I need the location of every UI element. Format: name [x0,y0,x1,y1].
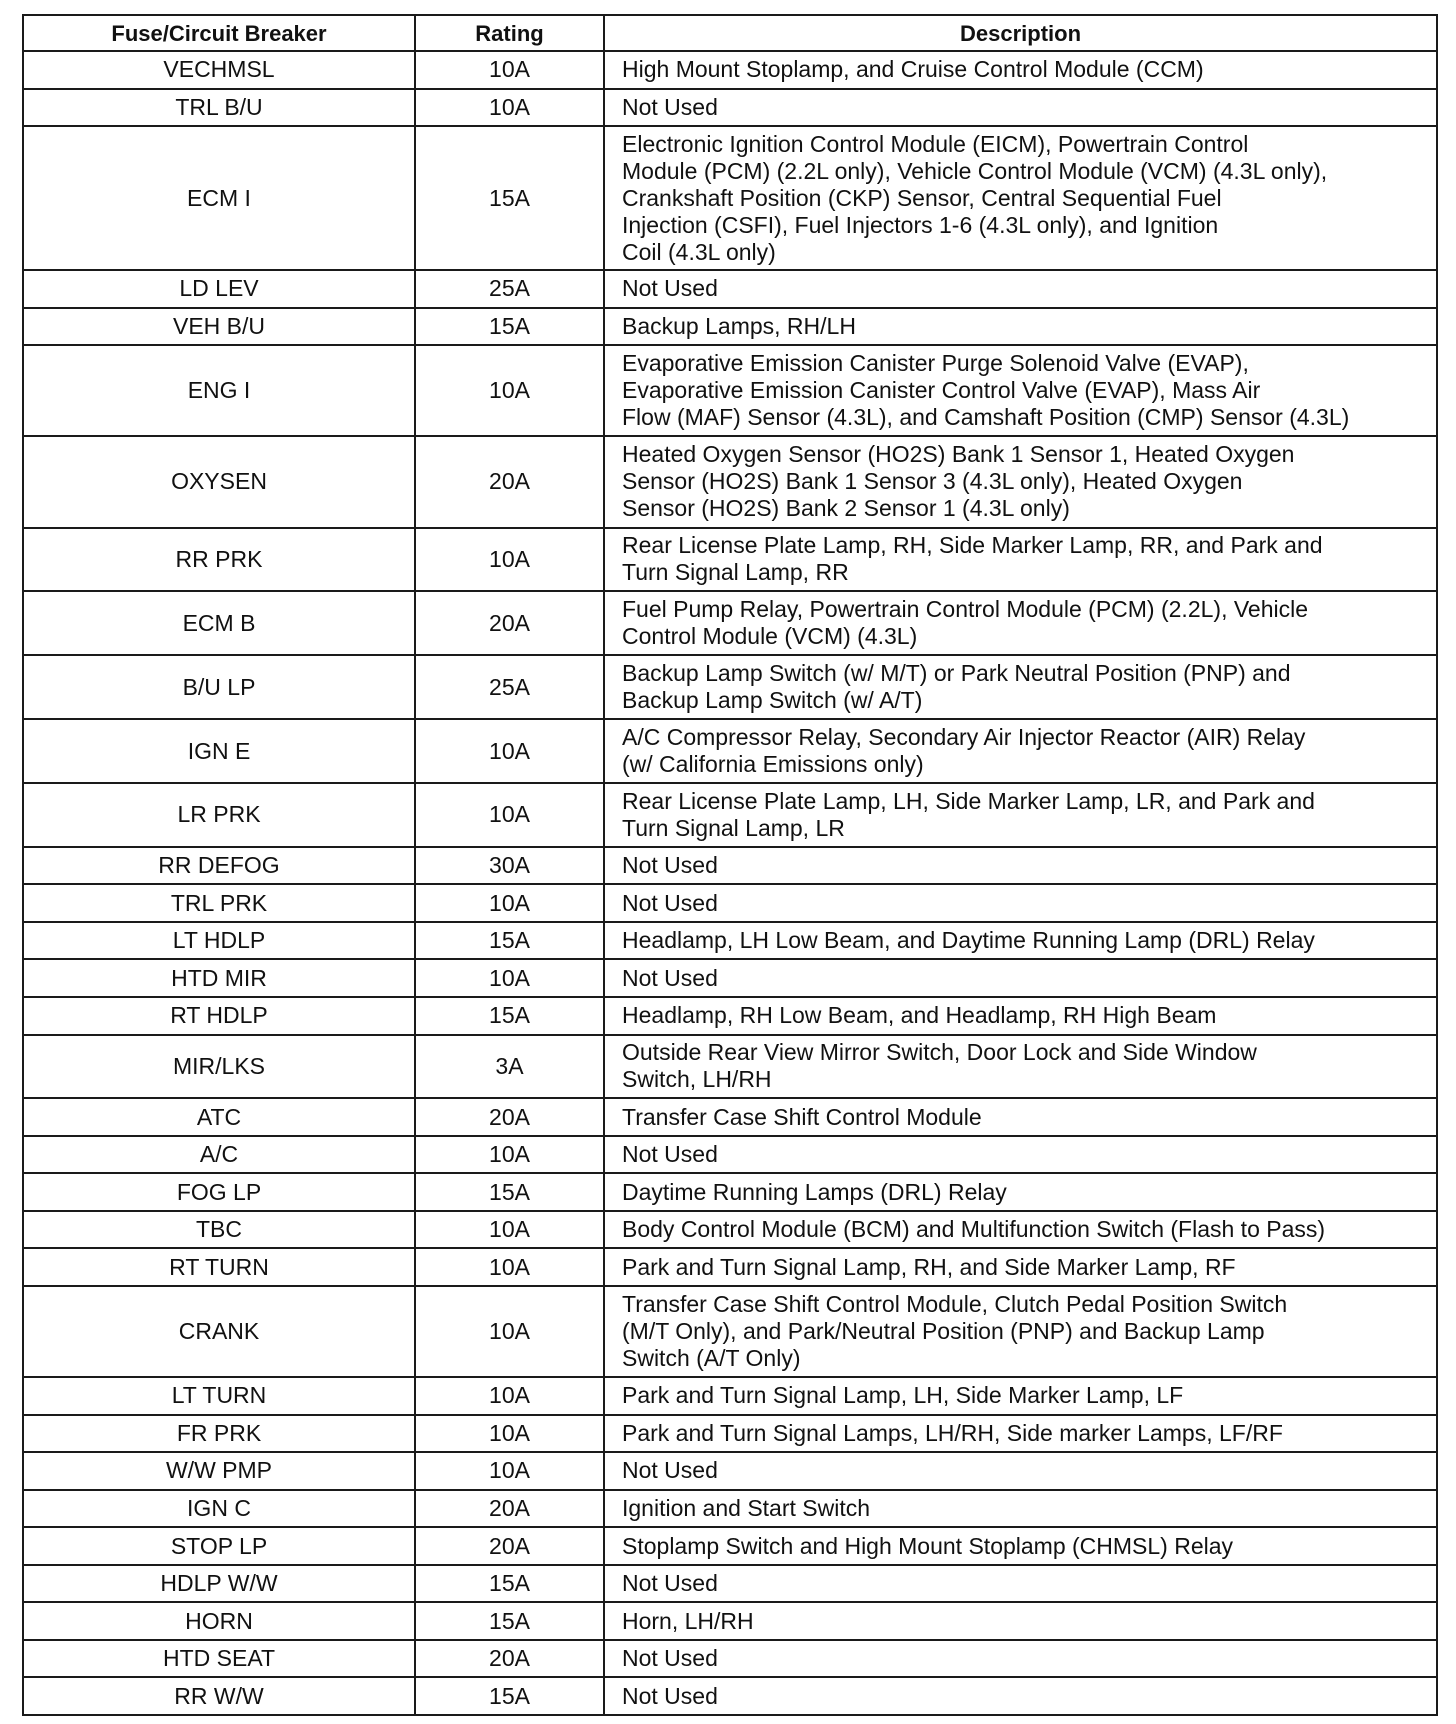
fuse-description-cell: Electronic Ignition Control Module (EICM), Powertrain Control Module (PCM) (2.2L only), Vehicle Control Module (VCM) (4.3L only), Crankshaft Position (CKP) Sensor, Central Sequential Fuel Injection (CSFI), Fuel Injectors 1-6 (4.3L only), and Ignition Coil (4.3L only) [604,126,1437,270]
fuse-description-cell: Heated Oxygen Sensor (HO2S) Bank 1 Sensor 1, Heated Oxygen Sensor (HO2S) Bank 1 Sensor 3 (4.3L only), Heated Oxygen Sensor (HO2S) Bank 2 Sensor 1 (4.3L only) [604,436,1437,527]
fuse-name-cell: ATC [23,1098,415,1136]
fuse-name-cell: RT HDLP [23,997,415,1035]
fuse-rating-cell: 10A [415,959,604,997]
fuse-name-cell: HTD MIR [23,959,415,997]
fuse-rating-cell: 20A [415,1098,604,1136]
fuse-description-cell: Fuel Pump Relay, Powertrain Control Module (PCM) (2.2L), Vehicle Control Module (VCM) (4.3L) [604,591,1437,655]
table-row [23,783,1437,847]
fuse-name-cell: STOP LP [23,1527,415,1565]
fuse-name-cell: LD LEV [23,270,415,308]
fuse-name-cell: VECHMSL [23,51,415,89]
fuse-rating-cell: 10A [415,1377,604,1415]
fuse-rating-cell: 20A [415,591,604,655]
fuse-name-cell: FOG LP [23,1173,415,1211]
table-row [23,1035,1437,1099]
fuse-name-cell: IGN C [23,1490,415,1528]
fuse-description-cell: Outside Rear View Mirror Switch, Door Lock and Side Window Switch, LH/RH [604,1035,1437,1099]
table-row [23,1377,1437,1415]
fuse-description-cell: A/C Compressor Relay, Secondary Air Injector Reactor (AIR) Relay (w/ California Emissions only) [604,719,1437,783]
fuse-description-cell: Not Used [604,270,1437,308]
fuse-description-cell: Stoplamp Switch and High Mount Stoplamp (CHMSL) Relay [604,1527,1437,1565]
fuse-rating-cell: 15A [415,1565,604,1603]
table-body [23,51,1437,1715]
table-row [23,308,1437,346]
fuse-rating-cell: 20A [415,1640,604,1678]
fuse-name-cell: ENG I [23,345,415,436]
fuse-description-cell: Not Used [604,1136,1437,1174]
fuse-description-cell: Transfer Case Shift Control Module [604,1098,1437,1136]
table-row [23,89,1437,127]
table-row [23,1527,1437,1565]
fuse-name-cell: ECM B [23,591,415,655]
fuse-rating-cell: 10A [415,1452,604,1490]
fuse-description-cell: Ignition and Start Switch [604,1490,1437,1528]
fuse-rating-cell: 10A [415,528,604,592]
fuse-name-cell: TRL PRK [23,884,415,922]
fuse-name-cell: ECM I [23,126,415,270]
fuse-description-cell: Not Used [604,847,1437,885]
fuse-description-cell: Not Used [604,1452,1437,1490]
fuse-rating-cell: 30A [415,847,604,885]
fuse-name-cell: LT HDLP [23,922,415,960]
fuse-rating-cell: 15A [415,1677,604,1715]
fuse-rating-cell: 3A [415,1035,604,1099]
table-row [23,1173,1437,1211]
fuse-rating-cell: 10A [415,1248,604,1286]
table-row [23,922,1437,960]
fuse-name-cell: HORN [23,1602,415,1640]
fuse-name-cell: TRL B/U [23,89,415,127]
fuse-table [22,14,1438,1716]
table-row [23,1136,1437,1174]
fuse-description-cell: Headlamp, LH Low Beam, and Daytime Running Lamp (DRL) Relay [604,922,1437,960]
table-row [23,591,1437,655]
fuse-rating-cell: 10A [415,1415,604,1453]
table-row [23,1452,1437,1490]
fuse-description-cell: Park and Turn Signal Lamp, LH, Side Marker Lamp, LF [604,1377,1437,1415]
table-row [23,1098,1437,1136]
table-header-row [23,15,1437,51]
table-row [23,655,1437,719]
fuse-rating-cell: 15A [415,126,604,270]
fuse-description-cell: Not Used [604,1565,1437,1603]
table-row [23,1248,1437,1286]
fuse-rating-cell: 10A [415,1211,604,1249]
table-row [23,126,1437,270]
table-row [23,1640,1437,1678]
fuse-rating-cell: 10A [415,783,604,847]
table-row [23,1490,1437,1528]
fuse-description-cell: Body Control Module (BCM) and Multifunction Switch (Flash to Pass) [604,1211,1437,1249]
fuse-name-cell: LT TURN [23,1377,415,1415]
fuse-name-cell: FR PRK [23,1415,415,1453]
fuse-description-cell: Backup Lamps, RH/LH [604,308,1437,346]
fuse-rating-cell: 25A [415,270,604,308]
fuse-rating-cell: 10A [415,1286,604,1377]
table-row [23,528,1437,592]
fuse-name-cell: TBC [23,1211,415,1249]
fuse-rating-cell: 15A [415,1602,604,1640]
fuse-description-cell: Not Used [604,89,1437,127]
fuse-description-cell: Rear License Plate Lamp, LH, Side Marker Lamp, LR, and Park and Turn Signal Lamp, LR [604,783,1437,847]
fuse-name-cell: MIR/LKS [23,1035,415,1099]
fuse-rating-cell: 10A [415,884,604,922]
fuse-name-cell: VEH B/U [23,308,415,346]
fuse-rating-cell: 20A [415,1490,604,1528]
fuse-rating-cell: 10A [415,719,604,783]
fuse-rating-cell: 15A [415,922,604,960]
fuse-description-cell: Not Used [604,959,1437,997]
fuse-rating-cell: 10A [415,1136,604,1174]
fuse-rating-cell: 15A [415,997,604,1035]
fuse-description-cell: Not Used [604,884,1437,922]
fuse-description-cell: Park and Turn Signal Lamps, LH/RH, Side marker Lamps, LF/RF [604,1415,1437,1453]
table-row [23,1677,1437,1715]
table-row [23,436,1437,527]
fuse-description-cell: Backup Lamp Switch (w/ M/T) or Park Neutral Position (PNP) and Backup Lamp Switch (w/ A/T) [604,655,1437,719]
fuse-description-cell: Daytime Running Lamps (DRL) Relay [604,1173,1437,1211]
header-rating: Rating [415,15,604,51]
fuse-description-cell: Transfer Case Shift Control Module, Clutch Pedal Position Switch (M/T Only), and Park/Neutral Position (PNP) and Backup Lamp Switch (A/T Only) [604,1286,1437,1377]
table-row [23,997,1437,1035]
header-description: Description [604,15,1437,51]
fuse-description-cell: Evaporative Emission Canister Purge Solenoid Valve (EVAP), Evaporative Emission Canister Control Valve (EVAP), Mass Air Flow (MAF) Sensor (4.3L), and Camshaft Position (CMP) Sensor (4.3L) [604,345,1437,436]
fuse-rating-cell: 10A [415,51,604,89]
fuse-rating-cell: 10A [415,89,604,127]
fuse-rating-cell: 15A [415,1173,604,1211]
fuse-name-cell: RR PRK [23,528,415,592]
table-row [23,959,1437,997]
fuse-rating-cell: 15A [415,308,604,346]
table-row [23,51,1437,89]
fuse-description-cell: Park and Turn Signal Lamp, RH, and Side Marker Lamp, RF [604,1248,1437,1286]
table-row [23,719,1437,783]
header-fuse: Fuse/Circuit Breaker [23,15,415,51]
fuse-name-cell: HDLP W/W [23,1565,415,1603]
fuse-name-cell: CRANK [23,1286,415,1377]
table-row [23,1415,1437,1453]
fuse-description-cell: Headlamp, RH Low Beam, and Headlamp, RH High Beam [604,997,1437,1035]
table-row [23,847,1437,885]
fuse-description-cell: High Mount Stoplamp, and Cruise Control Module (CCM) [604,51,1437,89]
fuse-name-cell: W/W PMP [23,1452,415,1490]
fuse-description-cell: Not Used [604,1677,1437,1715]
fuse-rating-cell: 10A [415,345,604,436]
fuse-rating-cell: 25A [415,655,604,719]
fuse-name-cell: HTD SEAT [23,1640,415,1678]
fuse-rating-cell: 20A [415,436,604,527]
fuse-table-page [22,14,1436,1716]
fuse-name-cell: RR W/W [23,1677,415,1715]
fuse-name-cell: A/C [23,1136,415,1174]
table-row [23,1602,1437,1640]
fuse-description-cell: Rear License Plate Lamp, RH, Side Marker Lamp, RR, and Park and Turn Signal Lamp, RR [604,528,1437,592]
fuse-name-cell: B/U LP [23,655,415,719]
table-row [23,345,1437,436]
table-row [23,270,1437,308]
fuse-name-cell: IGN E [23,719,415,783]
fuse-description-cell: Horn, LH/RH [604,1602,1437,1640]
table-row [23,1286,1437,1377]
table-row [23,1565,1437,1603]
fuse-description-cell: Not Used [604,1640,1437,1678]
fuse-name-cell: RT TURN [23,1248,415,1286]
fuse-rating-cell: 20A [415,1527,604,1565]
table-row [23,1211,1437,1249]
fuse-name-cell: LR PRK [23,783,415,847]
fuse-name-cell: RR DEFOG [23,847,415,885]
fuse-name-cell: OXYSEN [23,436,415,527]
table-row [23,884,1437,922]
